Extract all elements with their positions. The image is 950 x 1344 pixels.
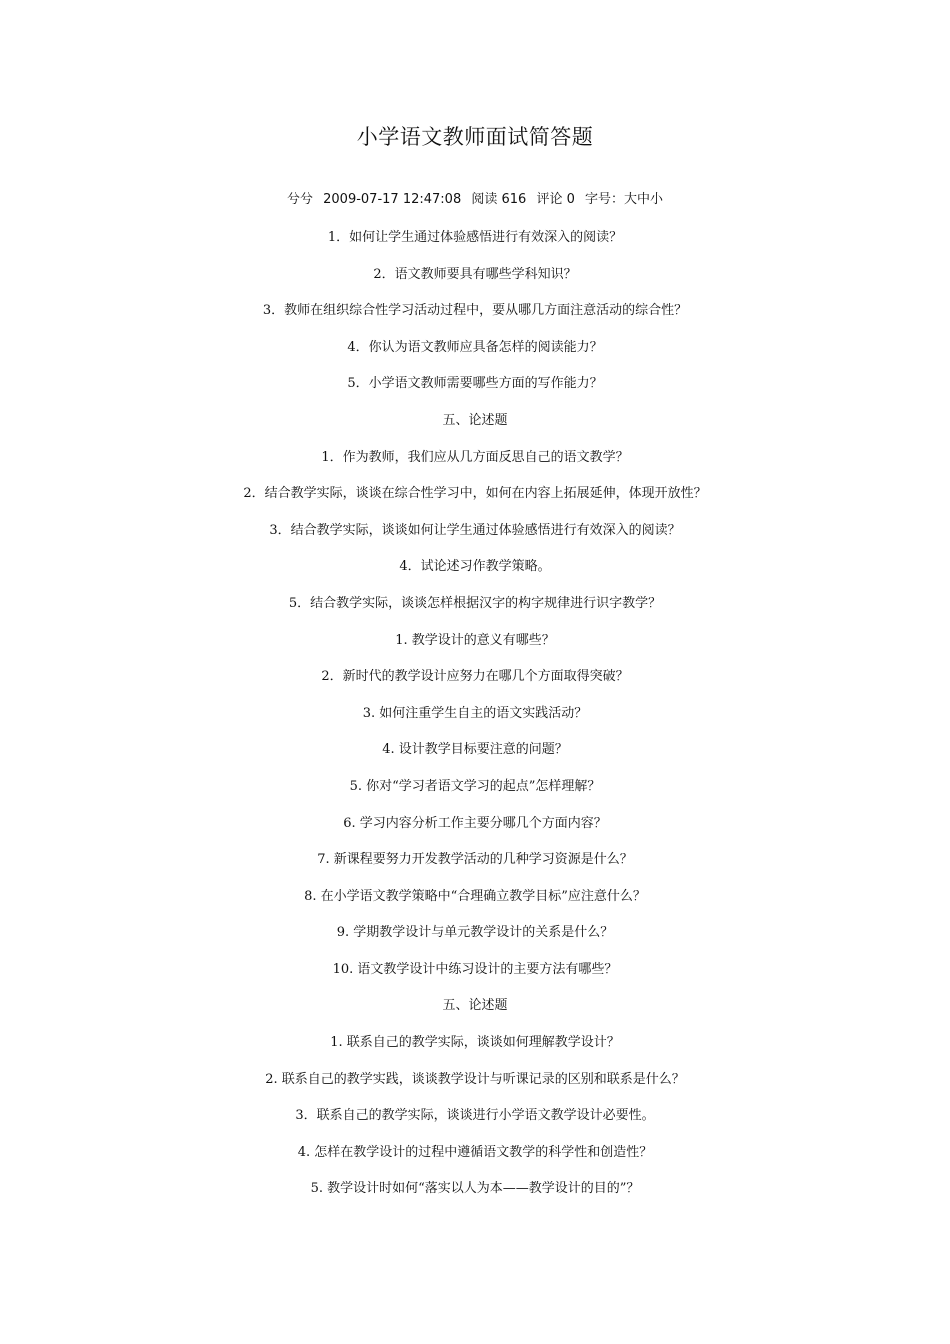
question-line: 5. 教学设计时如何“落实以人为本——教学设计的目的”？ bbox=[310, 1181, 640, 1197]
question-line: 3．联系自己的教学实际，谈谈进行小学语文教学设计必要性。 bbox=[295, 1108, 655, 1124]
question-line: 4. 怎样在教学设计的过程中遵循语文教学的科学性和创造性？ bbox=[297, 1144, 653, 1160]
question-line: 4. 设计教学目标要注意的问题？ bbox=[382, 742, 568, 758]
question-line: 1．作为教师，我们应从几方面反思自己的语文教学？ bbox=[321, 449, 629, 465]
meta-comments: 评论 0 bbox=[536, 192, 575, 207]
meta-datetime: 2009-07-17 12:47:08 bbox=[323, 192, 462, 207]
question-line: 8. 在小学语文教学策略中“合理确立教学目标”应注意什么？ bbox=[304, 888, 646, 904]
document-meta bbox=[0, 190, 950, 210]
question-line: 5．小学语文教师需要哪些方面的写作能力？ bbox=[347, 376, 603, 392]
question-line: 6. 学习内容分析工作主要分哪几个方面内容？ bbox=[343, 815, 607, 831]
question-line: 10. 语文教学设计中练习设计的主要方法有哪些？ bbox=[332, 961, 618, 977]
question-line: 4．你认为语文教师应具备怎样的阅读能力？ bbox=[347, 339, 603, 355]
question-line: 2．新时代的教学设计应努力在哪几个方面取得突破？ bbox=[321, 669, 629, 685]
question-line: 1. 联系自己的教学实际，谈谈如何理解教学设计？ bbox=[330, 1035, 620, 1051]
question-line: 5. 你对“学习者语文学习的起点”怎样理解？ bbox=[349, 778, 601, 794]
question-line: 9. 学期教学设计与单元教学设计的关系是什么？ bbox=[336, 925, 614, 941]
meta-font-size: 字号：大中小 bbox=[585, 192, 664, 207]
question-line: 2．结合教学实际，谈谈在综合性学习中，如何在内容上拓展延伸，体现开放性？ bbox=[243, 486, 707, 502]
question-line: 1. 教学设计的意义有哪些？ bbox=[395, 632, 555, 648]
meta-reads: 阅读 616 bbox=[471, 192, 527, 207]
question-line: 2．语文教师要具有哪些学科知识？ bbox=[373, 266, 577, 282]
document-title: 小学语文教师面试简答题 bbox=[356, 125, 594, 149]
question-line: 7. 新课程要努力开发教学活动的几种学习资源是什么？ bbox=[317, 852, 633, 868]
section-heading: 五、论述题 bbox=[442, 998, 508, 1014]
question-line: 2. 联系自己的教学实践，谈谈教学设计与听课记录的区别和联系是什么？ bbox=[265, 1071, 685, 1087]
question-list bbox=[0, 227, 950, 1215]
section-heading: 五、论述题 bbox=[442, 412, 508, 428]
question-line: 3. 如何注重学生自主的语文实践活动？ bbox=[362, 705, 588, 721]
meta-author: 兮兮 bbox=[286, 192, 313, 207]
question-line: 1．如何让学生通过体验感悟进行有效深入的阅读？ bbox=[327, 230, 623, 245]
question-line: 4．试论述习作教学策略。 bbox=[399, 559, 551, 575]
question-line: 3．结合教学实际，谈谈如何让学生通过体验感悟进行有效深入的阅读？ bbox=[269, 522, 681, 538]
question-line: 5．结合教学实际，谈谈怎样根据汉字的构字规律进行识字教学？ bbox=[288, 595, 662, 611]
question-line: 3．教师在组织综合性学习活动过程中，要从哪几方面注意活动的综合性？ bbox=[262, 303, 688, 319]
